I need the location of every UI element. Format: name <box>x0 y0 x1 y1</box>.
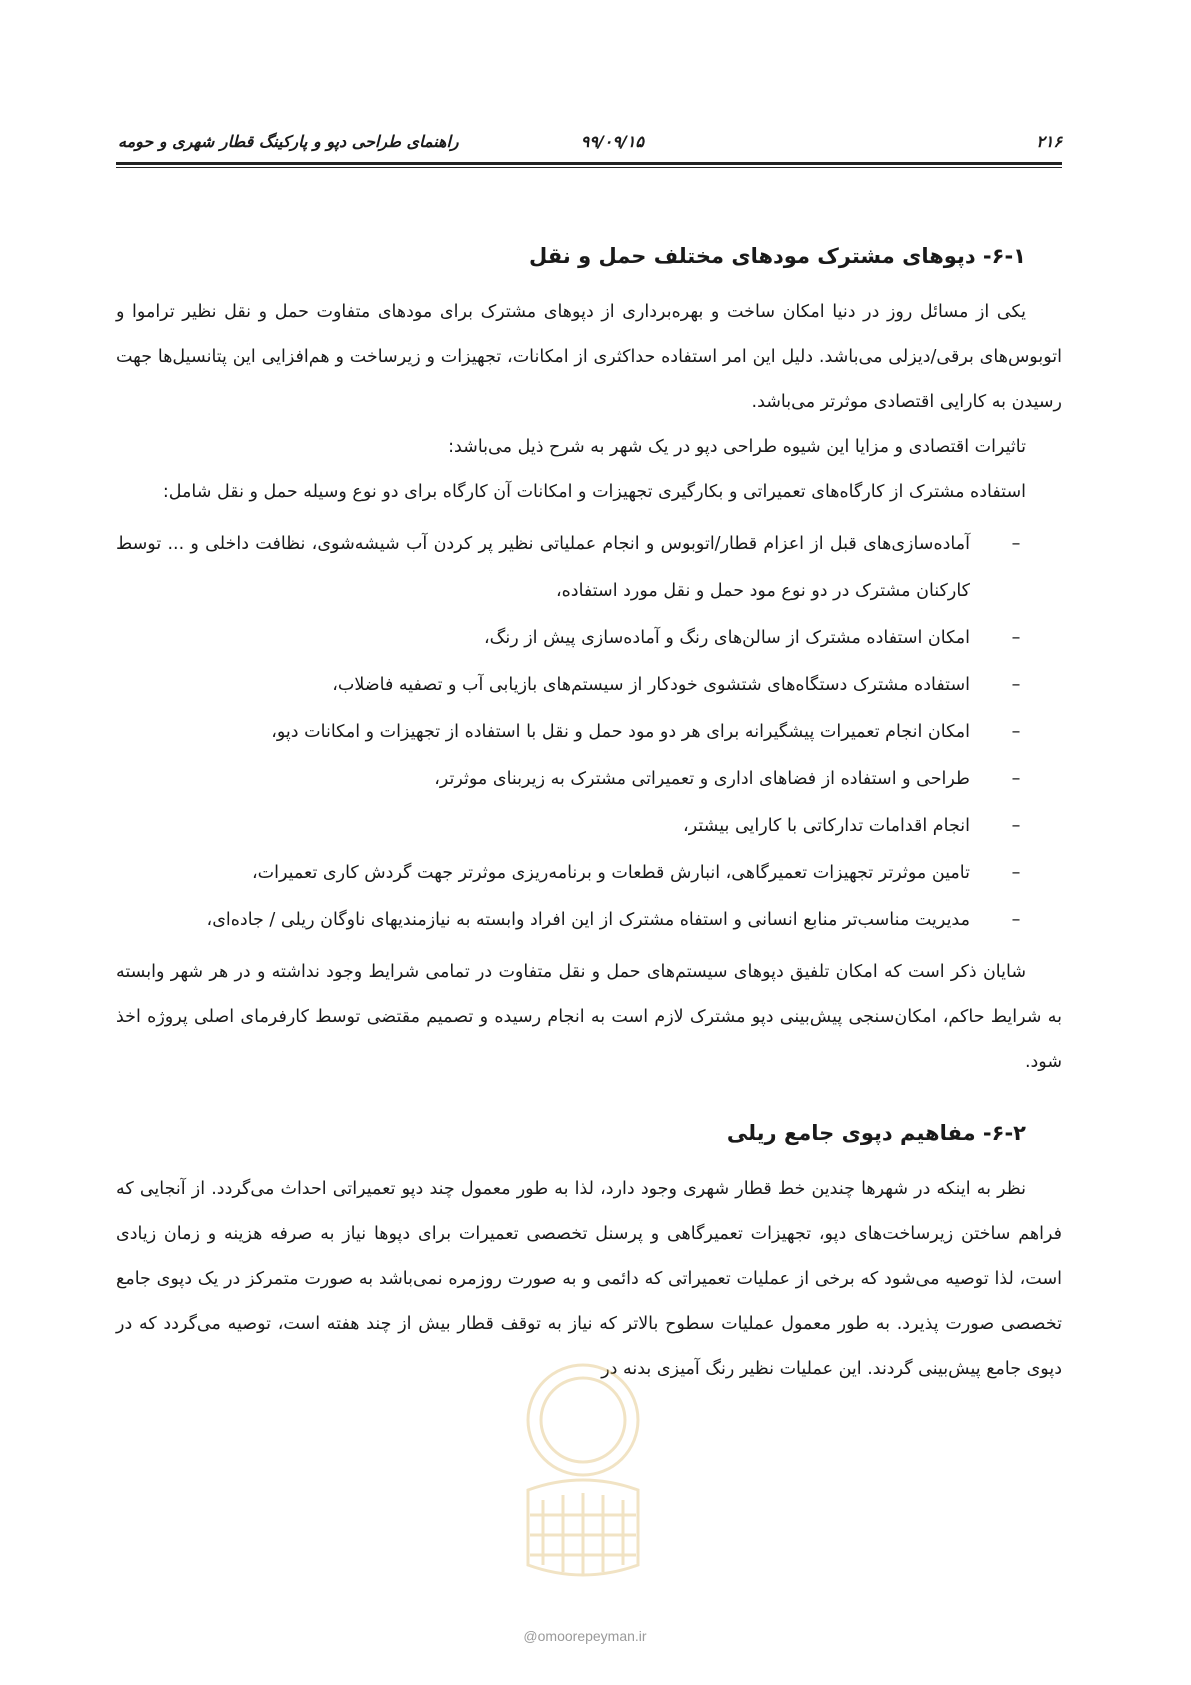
list-item <box>116 756 1026 803</box>
list-item-text: امکان انجام تعمیرات پیشگیرانه برای هر دو مود حمل و نقل با استفاده از تجهیزات و امکانات دپو، <box>271 722 970 742</box>
list-item-text: تامین موثرتر تجهیزات تعمیرگاهی، انبارش قطعات و برنامه‌ریزی موثرتر جهت گردش کاری تعمیرات، <box>252 863 970 883</box>
watermark-text: @omoorepeyman.ir <box>523 1628 647 1644</box>
list-item-text: طراحی و استفاده از فضاهای اداری و تعمیراتی مشترک به زیربنای موثرتر، <box>434 769 970 789</box>
dash-bullet: – <box>1011 863 1021 883</box>
dash-bullet: – <box>1011 910 1021 930</box>
list-item-text: استفاده مشترک دستگاه‌های شتشوی خودکار از سیستم‌های بازیابی آب و تصفیه فاضلاب، <box>332 675 970 695</box>
list-item <box>116 803 1026 850</box>
dash-bullet: – <box>1011 534 1021 554</box>
section-heading-2: ۶-۲- مفاهیم دپوی جامع ریلی <box>726 1121 1026 1145</box>
header-rule <box>116 162 1062 168</box>
dash-bullet: – <box>1011 675 1021 695</box>
list-item <box>116 615 1026 662</box>
benefits-list <box>116 521 1062 944</box>
section2-paragraph-1: نظر به اینکه در شهرها چندین خط قطار شهری وجود دارد، لذا به طور معمول چند دپو تعمیراتی احداث می‌گردد. از آنجایی که فراهم ساختن زیرساخت‌های دپو، تجهیزات تعمیرگاهی و پرسنل تخصصی تعمیرات برای دپوها نیاز به صرفه هزینه و زمان زیادی است، لذا توصیه می‌شود که برخی از عملیات تعمیراتی که دائمی و به صورت روزمره نمی‌باشد به صورت متمرکز در یک دپوی جامع تخصصی صورت پذیرد. به طور معمول عملیات سطوح بالاتر که نیاز به توقف قطار بیش از چند هفته است، توصیه می‌گردد که در دپوی جامع پیش‌بینی گردند. این عملیات نظیر رنگ آمیزی بدنه در <box>116 1179 1062 1379</box>
list-item-text: مدیریت مناسب‌تر منابع انسانی و استفاه مشترک از این افراد وابسته به نیازمندیهای ناوگان ریلی / جاده‌ای، <box>206 910 970 930</box>
section1-paragraph-2: تاثیرات اقتصادی و مزایا این شیوه طراحی دپو در یک شهر به شرح ذیل می‌باشد: <box>448 437 1026 457</box>
header-date: ۹۹/۰۹/۱۵ <box>580 132 644 151</box>
dash-bullet: – <box>1011 816 1021 836</box>
section-heading-1: ۶-۱- دپوهای مشترک مودهای مختلف حمل و نقل <box>529 244 1026 268</box>
dash-bullet: – <box>1011 628 1021 648</box>
section1-paragraph-3: استفاده مشترک از کارگاه‌های تعمیراتی و بکارگیری تجهیزات و امکانات آن کارگاه برای دو نوع وسیله حمل و نقل شامل: <box>162 482 1026 502</box>
list-item <box>116 662 1026 709</box>
header-title: راهنمای طراحی دپو و پارکینگ قطار شهری و حومه <box>118 132 459 151</box>
list-item <box>116 521 1026 615</box>
list-item-text: آماده‌سازی‌های قبل از اعزام قطار/اتوبوس و انجام عملیاتی نظیر پر کردن آب شیشه‌شوی، نظافت داخلی و ... توسط کارکنان مشترک در دو نوع مود حمل و نقل مورد استفاده، <box>116 534 970 601</box>
list-item <box>116 850 1026 897</box>
dash-bullet: – <box>1011 722 1021 742</box>
list-item-text: امکان استفاده مشترک از سالن‌های رنگ و آماده‌سازی پیش از رنگ، <box>484 628 970 648</box>
page-header <box>118 132 1062 154</box>
dash-bullet: – <box>1011 769 1021 789</box>
page-content <box>116 238 1062 1392</box>
page-number: ۲۱۶ <box>1036 132 1062 151</box>
list-item <box>116 709 1026 756</box>
list-item-text: انجام اقدامات تدارکاتی با کارایی بیشتر، <box>683 816 970 836</box>
list-item <box>116 897 1026 944</box>
section1-paragraph-4: شایان ذکر است که امکان تلفیق دپوهای سیستم‌های حمل و نقل متفاوت در تمامی شرایط وجود نداشته و در هر شهر وابسته به شرایط حاکم، امکان‌سنجی پیش‌بینی دپو مشترک لازم است به انجام رسیده و تصمیم مقتضی توسط کارفرمای اصلی پروژه اخذ شود. <box>116 962 1062 1072</box>
section1-paragraph-1: یکی از مسائل روز در دنیا امکان ساخت و بهره‌برداری از دپوهای مشترک برای مودهای متفاوت حمل و نقل نظیر تراموا و اتوبوس‌های برقی/دیزلی می‌باشد. دلیل این امر استفاده حداکثری از امکانات، تجهیزات و زیرساخت و هم‌افزایی این پتانسیل‌ها جهت رسیدن به کارایی اقتصادی موثرتر می‌باشد. <box>116 302 1062 412</box>
